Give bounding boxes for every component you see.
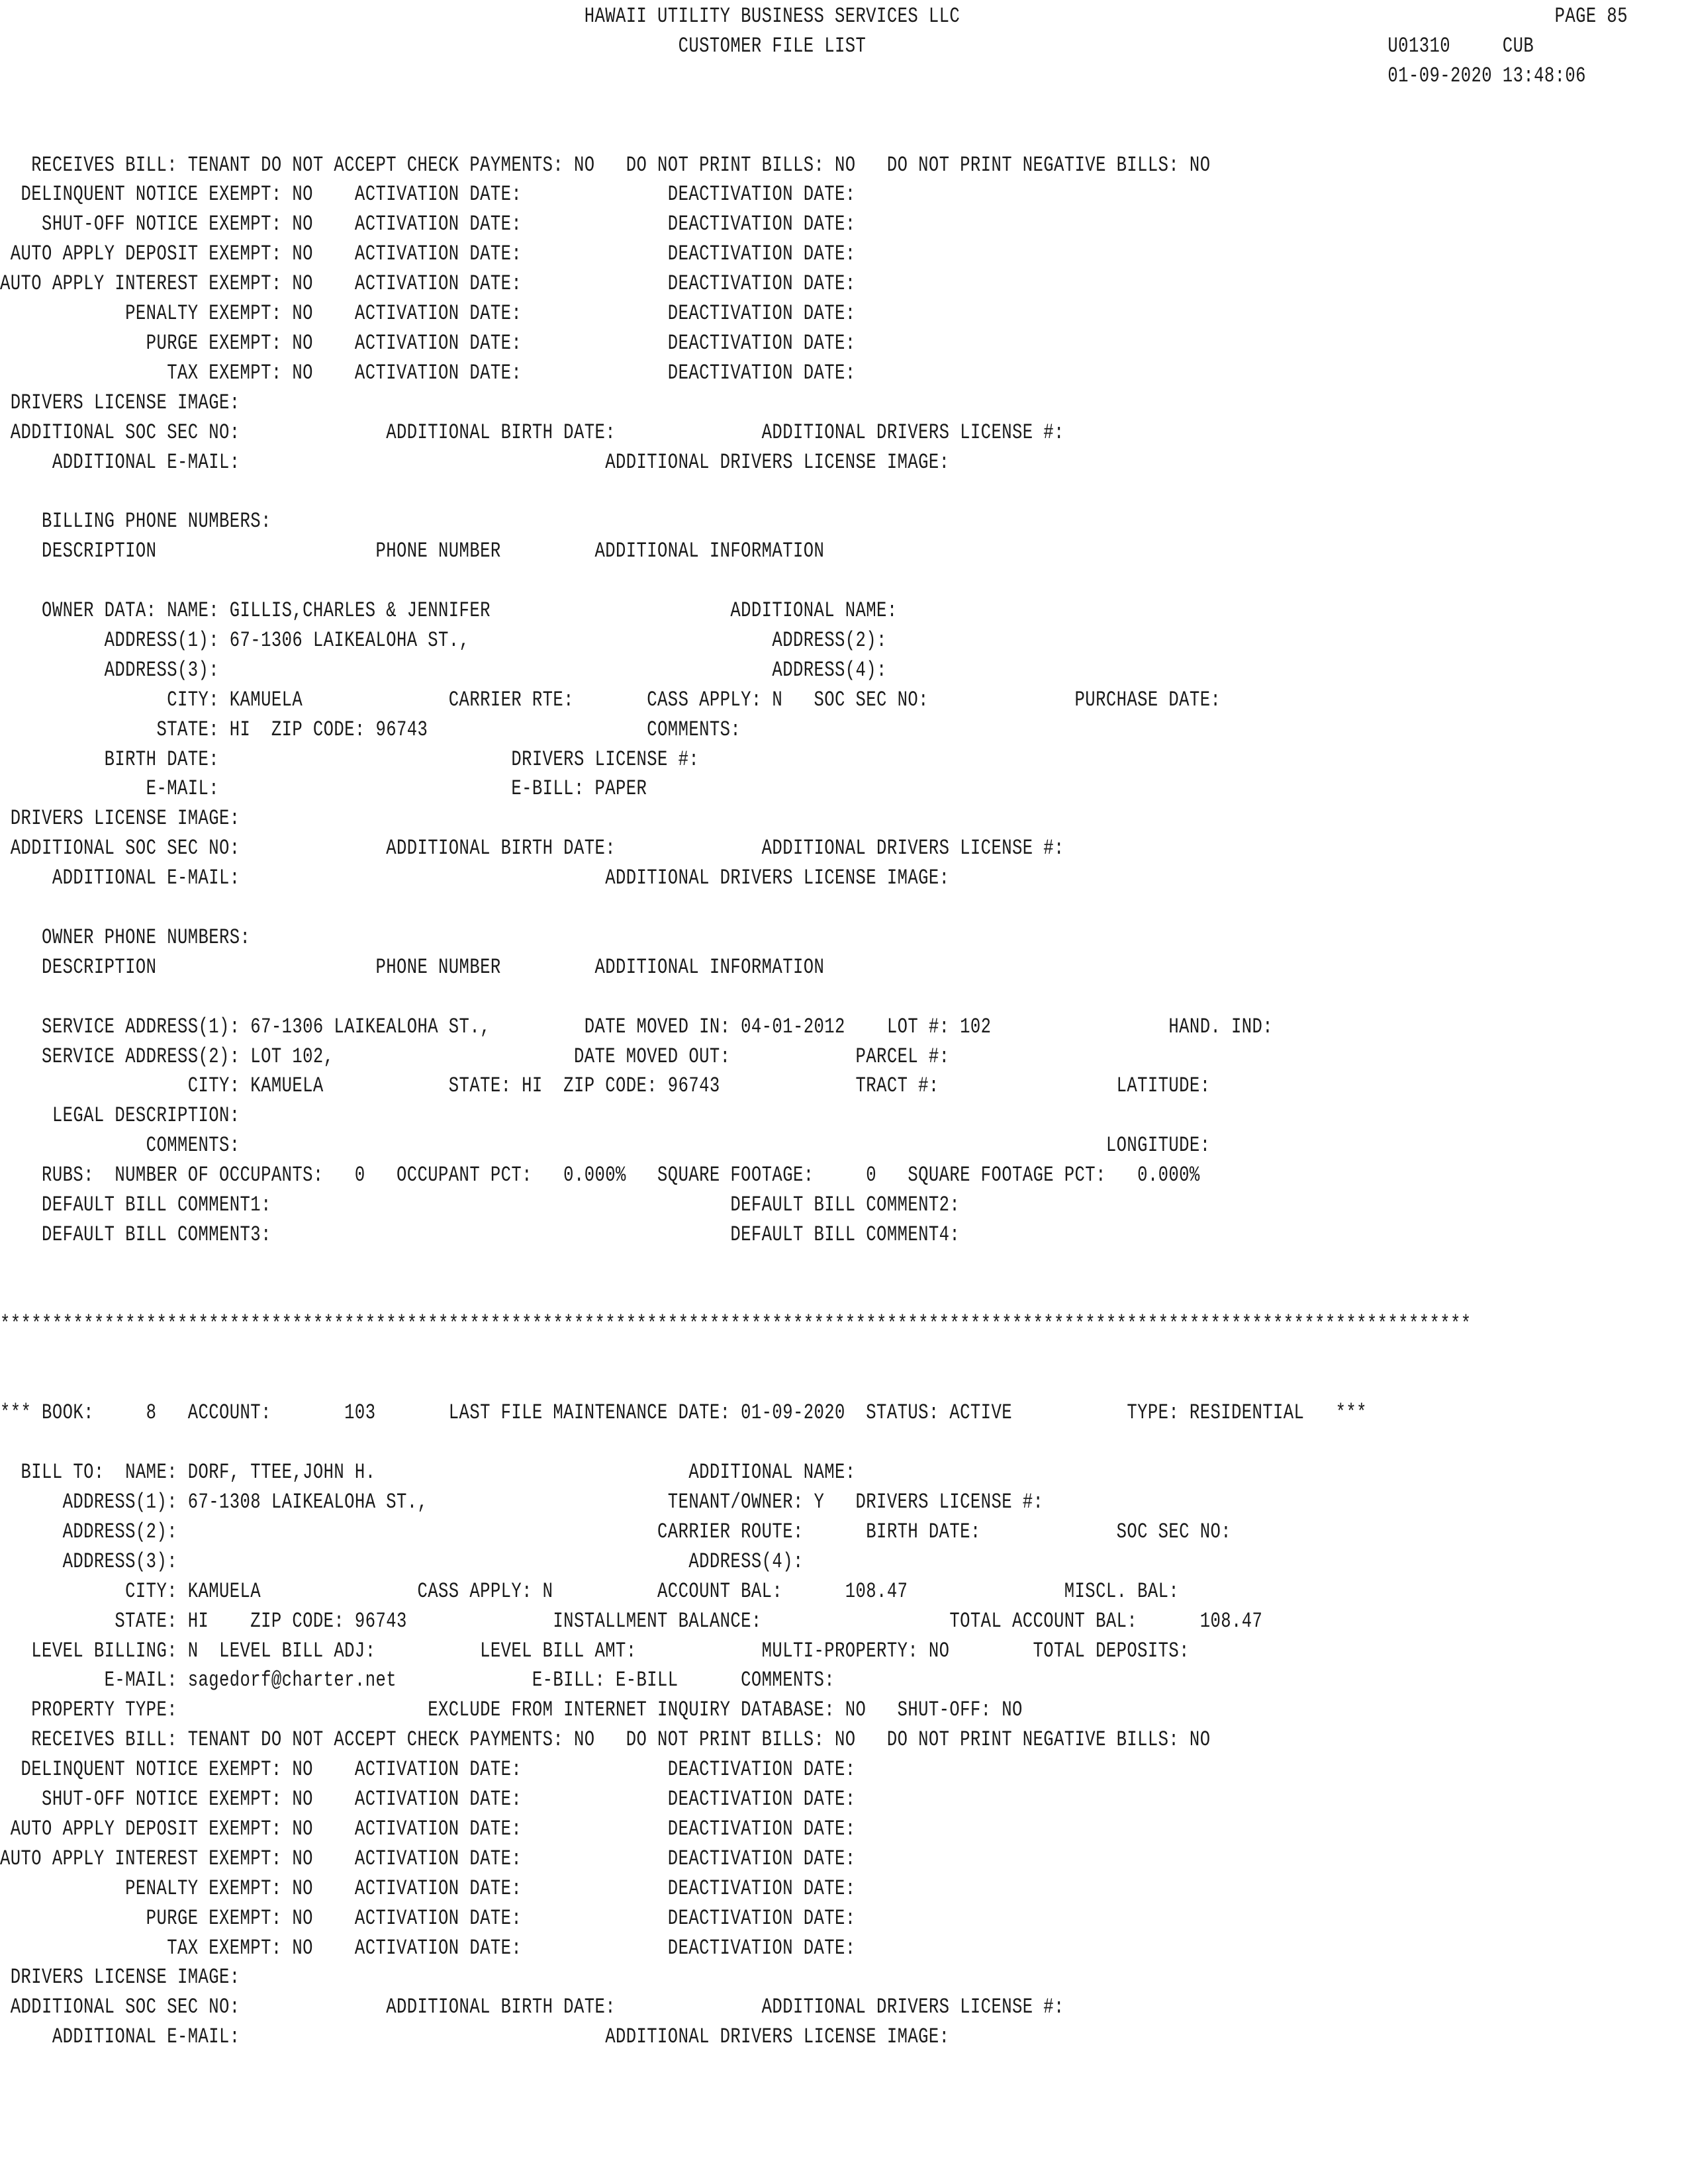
report-line: DEFAULT BILL COMMENT1: DEFAULT BILL COMMENT2: [0,1193,961,1217]
report-line: ADDITIONAL E-MAIL: ADDITIONAL DRIVERS LICENSE IMAGE: [0,450,950,475]
report-line: RECEIVES BILL: TENANT DO NOT ACCEPT CHECK PAYMENTS: NO DO NOT PRINT BILLS: NO DO NOT PRINT NEGATIVE BILLS: NO [0,153,1211,177]
report-line: BIRTH DATE: DRIVERS LICENSE #: [0,747,700,772]
report-line: AUTO APPLY INTEREST EXEMPT: NO ACTIVATION DATE: DEACTIVATION DATE: [0,271,856,296]
report-line: ADDRESS(2): CARRIER ROUTE: BIRTH DATE: SOC SEC NO: [0,1520,1231,1544]
report-line: CUSTOMER FILE LIST U01310 CUB [0,34,1534,58]
report-line: SHUT-OFF NOTICE EXEMPT: NO ACTIVATION DATE: DEACTIVATION DATE: [0,212,856,236]
report-line: LEGAL DESCRIPTION: [0,1103,240,1128]
report-line: STATE: HI ZIP CODE: 96743 INSTALLMENT BALANCE: TOTAL ACCOUNT BAL: 108.47 [0,1609,1263,1633]
report-line: PENALTY EXEMPT: NO ACTIVATION DATE: DEACTIVATION DATE: [0,301,856,326]
report-line: ********************************************************************************************************************************************* [0,1312,1472,1336]
report-line: PURGE EXEMPT: NO ACTIVATION DATE: DEACTIVATION DATE: [0,1906,856,1931]
report-line: AUTO APPLY DEPOSIT EXEMPT: NO ACTIVATION DATE: DEACTIVATION DATE: [0,1817,856,1841]
report-line: ADDRESS(1): 67-1306 LAIKEALOHA ST., ADDRESS(2): [0,628,887,653]
report-line: ADDRESS(3): ADDRESS(4): [0,658,887,682]
report-line: HAWAII UTILITY BUSINESS SERVICES LLC PAGE 85 [0,4,1628,28]
report-line: COMMENTS: LONGITUDE: [0,1133,1211,1158]
report-line: *** BOOK: 8 ACCOUNT: 103 LAST FILE MAINTENANCE DATE: 01-09-2020 STATUS: ACTIVE TYPE: RESIDENTIAL *** [0,1400,1367,1425]
report-line: DELINQUENT NOTICE EXEMPT: NO ACTIVATION DATE: DEACTIVATION DATE: [0,1757,856,1782]
report-line: RUBS: NUMBER OF OCCUPANTS: 0 OCCUPANT PCT: 0.000% SQUARE FOOTAGE: 0 SQUARE FOOTAGE PCT: 0.000% [0,1163,1200,1187]
report-line: ADDITIONAL E-MAIL: ADDITIONAL DRIVERS LICENSE IMAGE: [0,866,950,890]
report-line: ADDITIONAL SOC SEC NO: ADDITIONAL BIRTH DATE: ADDITIONAL DRIVERS LICENSE #: [0,836,1064,860]
report-line: DRIVERS LICENSE IMAGE: [0,806,240,831]
report-line: DEFAULT BILL COMMENT3: DEFAULT BILL COMMENT4: [0,1222,961,1247]
report-line: AUTO APPLY DEPOSIT EXEMPT: NO ACTIVATION DATE: DEACTIVATION DATE: [0,242,856,266]
report-line: PURGE EXEMPT: NO ACTIVATION DATE: DEACTIVATION DATE: [0,331,856,355]
report-line: ADDRESS(3): ADDRESS(4): [0,1549,804,1574]
report-line: OWNER DATA: NAME: GILLIS,CHARLES & JENNIFER ADDITIONAL NAME: [0,598,898,623]
report-line: CITY: KAMUELA CASS APPLY: N ACCOUNT BAL: 108.47 MISCL. BAL: [0,1579,1180,1604]
report-line: ADDITIONAL E-MAIL: ADDITIONAL DRIVERS LICENSE IMAGE: [0,2025,950,2049]
report-line: CITY: KAMUELA STATE: HI ZIP CODE: 96743 TRACT #: LATITUDE: [0,1073,1211,1098]
report-line: SERVICE ADDRESS(1): 67-1306 LAIKEALOHA ST., DATE MOVED IN: 04-01-2012 LOT #: 102 HAND. IND: [0,1015,1274,1039]
report-line: BILLING PHONE NUMBERS: [0,509,271,533]
report-line: ADDRESS(1): 67-1308 LAIKEALOHA ST., TENANT/OWNER: Y DRIVERS LICENSE #: [0,1490,1044,1514]
report-line: PENALTY EXEMPT: NO ACTIVATION DATE: DEACTIVATION DATE: [0,1876,856,1901]
report-line: LEVEL BILLING: N LEVEL BILL ADJ: LEVEL BILL AMT: MULTI-PROPERTY: NO TOTAL DEPOSITS: [0,1639,1190,1663]
report-line: BILL TO: NAME: DORF, TTEE,JOHN H. ADDITIONAL NAME: [0,1460,856,1484]
report-line: SERVICE ADDRESS(2): LOT 102, DATE MOVED OUT: PARCEL #: [0,1044,950,1069]
report-line: E-MAIL: E-BILL: PAPER [0,776,647,801]
report-line: PROPERTY TYPE: EXCLUDE FROM INTERNET INQUIRY DATABASE: NO SHUT-OFF: NO [0,1698,1023,1722]
report-line: OWNER PHONE NUMBERS: [0,925,251,950]
report-line: ADDITIONAL SOC SEC NO: ADDITIONAL BIRTH DATE: ADDITIONAL DRIVERS LICENSE #: [0,420,1064,445]
report-line: TAX EXEMPT: NO ACTIVATION DATE: DEACTIVATION DATE: [0,1936,856,1960]
report-line: 01-09-2020 13:48:06 [0,64,1586,88]
report-line: RECEIVES BILL: TENANT DO NOT ACCEPT CHECK PAYMENTS: NO DO NOT PRINT BILLS: NO DO NOT PRINT NEGATIVE BILLS: NO [0,1727,1211,1752]
report-line: DELINQUENT NOTICE EXEMPT: NO ACTIVATION DATE: DEACTIVATION DATE: [0,182,856,206]
report-line: TAX EXEMPT: NO ACTIVATION DATE: DEACTIVATION DATE: [0,361,856,385]
report-line: DESCRIPTION PHONE NUMBER ADDITIONAL INFORMATION [0,955,825,979]
report-line: DRIVERS LICENSE IMAGE: [0,390,240,415]
report-line: E-MAIL: sagedorf@charter.net E-BILL: E-BILL COMMENTS: [0,1668,835,1692]
report-line: CITY: KAMUELA CARRIER RTE: CASS APPLY: N SOC SEC NO: PURCHASE DATE: [0,688,1221,712]
customer-file-list-report [0,4,1688,2184]
report-line: ADDITIONAL SOC SEC NO: ADDITIONAL BIRTH DATE: ADDITIONAL DRIVERS LICENSE #: [0,1995,1064,2019]
report-line: DESCRIPTION PHONE NUMBER ADDITIONAL INFORMATION [0,539,825,563]
report-line: STATE: HI ZIP CODE: 96743 COMMENTS: [0,717,741,742]
report-line: SHUT-OFF NOTICE EXEMPT: NO ACTIVATION DATE: DEACTIVATION DATE: [0,1787,856,1811]
report-line: DRIVERS LICENSE IMAGE: [0,1965,240,1989]
report-line: AUTO APPLY INTEREST EXEMPT: NO ACTIVATION DATE: DEACTIVATION DATE: [0,1846,856,1871]
